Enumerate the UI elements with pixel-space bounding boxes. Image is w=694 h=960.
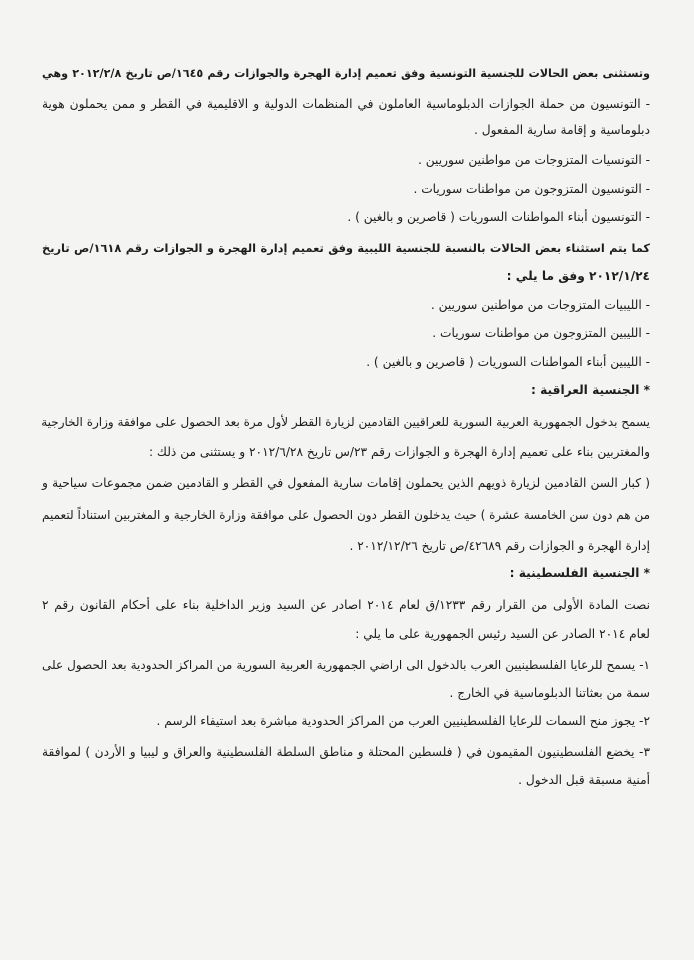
- iraqi-paragraph-line-1: يسمح بدخول الجمهورية العربية السورية للعراقيين القادمين لزيارة القطر لأول مرة بعد الحصول على موافقة وزارة الخارجية: [41, 415, 650, 429]
- palestinian-item-2: ٢- يجوز منح السمات للرعايا الفلسطينيين العرب من المراكز الحدودية مباشرة بعد استيفاء الرسم .: [156, 714, 650, 728]
- tunisian-item-married-men: - التونسيون المتزوجون من مواطنات سوريات .: [413, 182, 650, 196]
- libyan-item-married-women: - الليبيات المتزوجات من مواطنين سوريين .: [430, 298, 650, 312]
- iraqi-paragraph-line-4: من هم دون سن الخامسة عشرة ) حيث يدخلون القطر دون الحصول على موافقة وزارة الخارجية و المغتربين استناداً لتعميم: [42, 508, 650, 522]
- tunisian-item-diplomats: - التونسيون من حملة الجوازات الدبلوماسية العاملون في المنظمات الدولية و الاقليمية في القطر و ممن يحملون هوية: [42, 97, 650, 111]
- iraqi-paragraph-line-5: إدارة الهجرة و الجوازات رقم ٤٢٦٨٩/ص تاريخ ٢٠١٢/١٢/٢٦ .: [349, 539, 650, 553]
- palestinian-item-1: ١- يسمح للرعايا الفلسطينيين العرب بالدخول الى اراضي الجمهورية العربية السورية من المراكز الحدودية بعد الحصول على: [42, 658, 650, 672]
- palestinian-item-3: ٣- يخضع الفلسطينيون المقيمون في ( فلسطين المحتلة و مناطق السلطة الفلسطينية والعراق و ليبيا و الأردن ) لموافقة: [42, 745, 650, 759]
- tunisian-item-children: - التونسيون أبناء المواطنات السوريات ( قاصرين و بالغين ) .: [347, 210, 650, 224]
- palestinian-item-1-cont: سمة من بعثاتنا الدبلوماسية في الخارج .: [449, 686, 650, 700]
- palestinian-section-heading: * الجنسية الفلسطينية :: [509, 566, 650, 580]
- libyan-exceptions-heading-cont: ٢٠١٢/١/٢٤ وفق ما يلي :: [506, 269, 650, 283]
- palestinian-paragraph-line-1: نصت المادة الأولى من القرار رقم ١٢٣٣/ق لعام ٢٠١٤ اصادر عن السيد وزير الداخلية بناء على أحكام القانون رقم ٢: [42, 598, 650, 612]
- libyan-exceptions-heading: كما يتم استثناء بعض الحالات بالنسبة للجنسية الليبية وفق تعميم إدارة الهجرة و الجوازات رقم ١٦١٨/ص تاريخ: [42, 241, 650, 255]
- libyan-item-children: - الليبين أبناء المواطنات السوريات ( قاصرين و بالغين ) .: [366, 355, 650, 369]
- libyan-item-married-men: - الليبين المتزوجون من مواطنات سوريات .: [432, 326, 650, 340]
- tunisian-exceptions-heading: وتستثنى بعض الحالات للجنسية التونسية وفق تعميم إدارة الهجرة والجوازات رقم ١٦٤٥/ص تاريخ ٢٠١٢/٢/٨ وهي: [42, 67, 650, 80]
- iraqi-paragraph-line-2: والمغتربين بناء على تعميم إدارة الهجرة و الجوازات رقم ٢٣/س تاريخ ٢٠١٢/٦/٢٨ و يستثنى من ذلك :: [148, 445, 650, 459]
- tunisian-item-married-women: - التونسيات المتزوجات من مواطنين سوريين .: [418, 153, 650, 167]
- palestinian-paragraph-line-2: لعام ٢٠١٤ الصادر عن السيد رئيس الجمهورية على ما يلي :: [355, 627, 650, 641]
- iraqi-section-heading: * الجنسية العراقية :: [531, 383, 650, 397]
- tunisian-item-diplomats-cont: دبلوماسية و إقامة سارية المفعول .: [473, 123, 650, 137]
- palestinian-item-3-cont: أمنية مسبقة قبل الدخول .: [518, 773, 650, 787]
- iraqi-paragraph-line-3: ( كبار السن القادمين لزيارة ذويهم الذين يحملون إقامات سارية المفعول في القطر و القادمين ضمن مجموعات سياحية و: [42, 476, 650, 490]
